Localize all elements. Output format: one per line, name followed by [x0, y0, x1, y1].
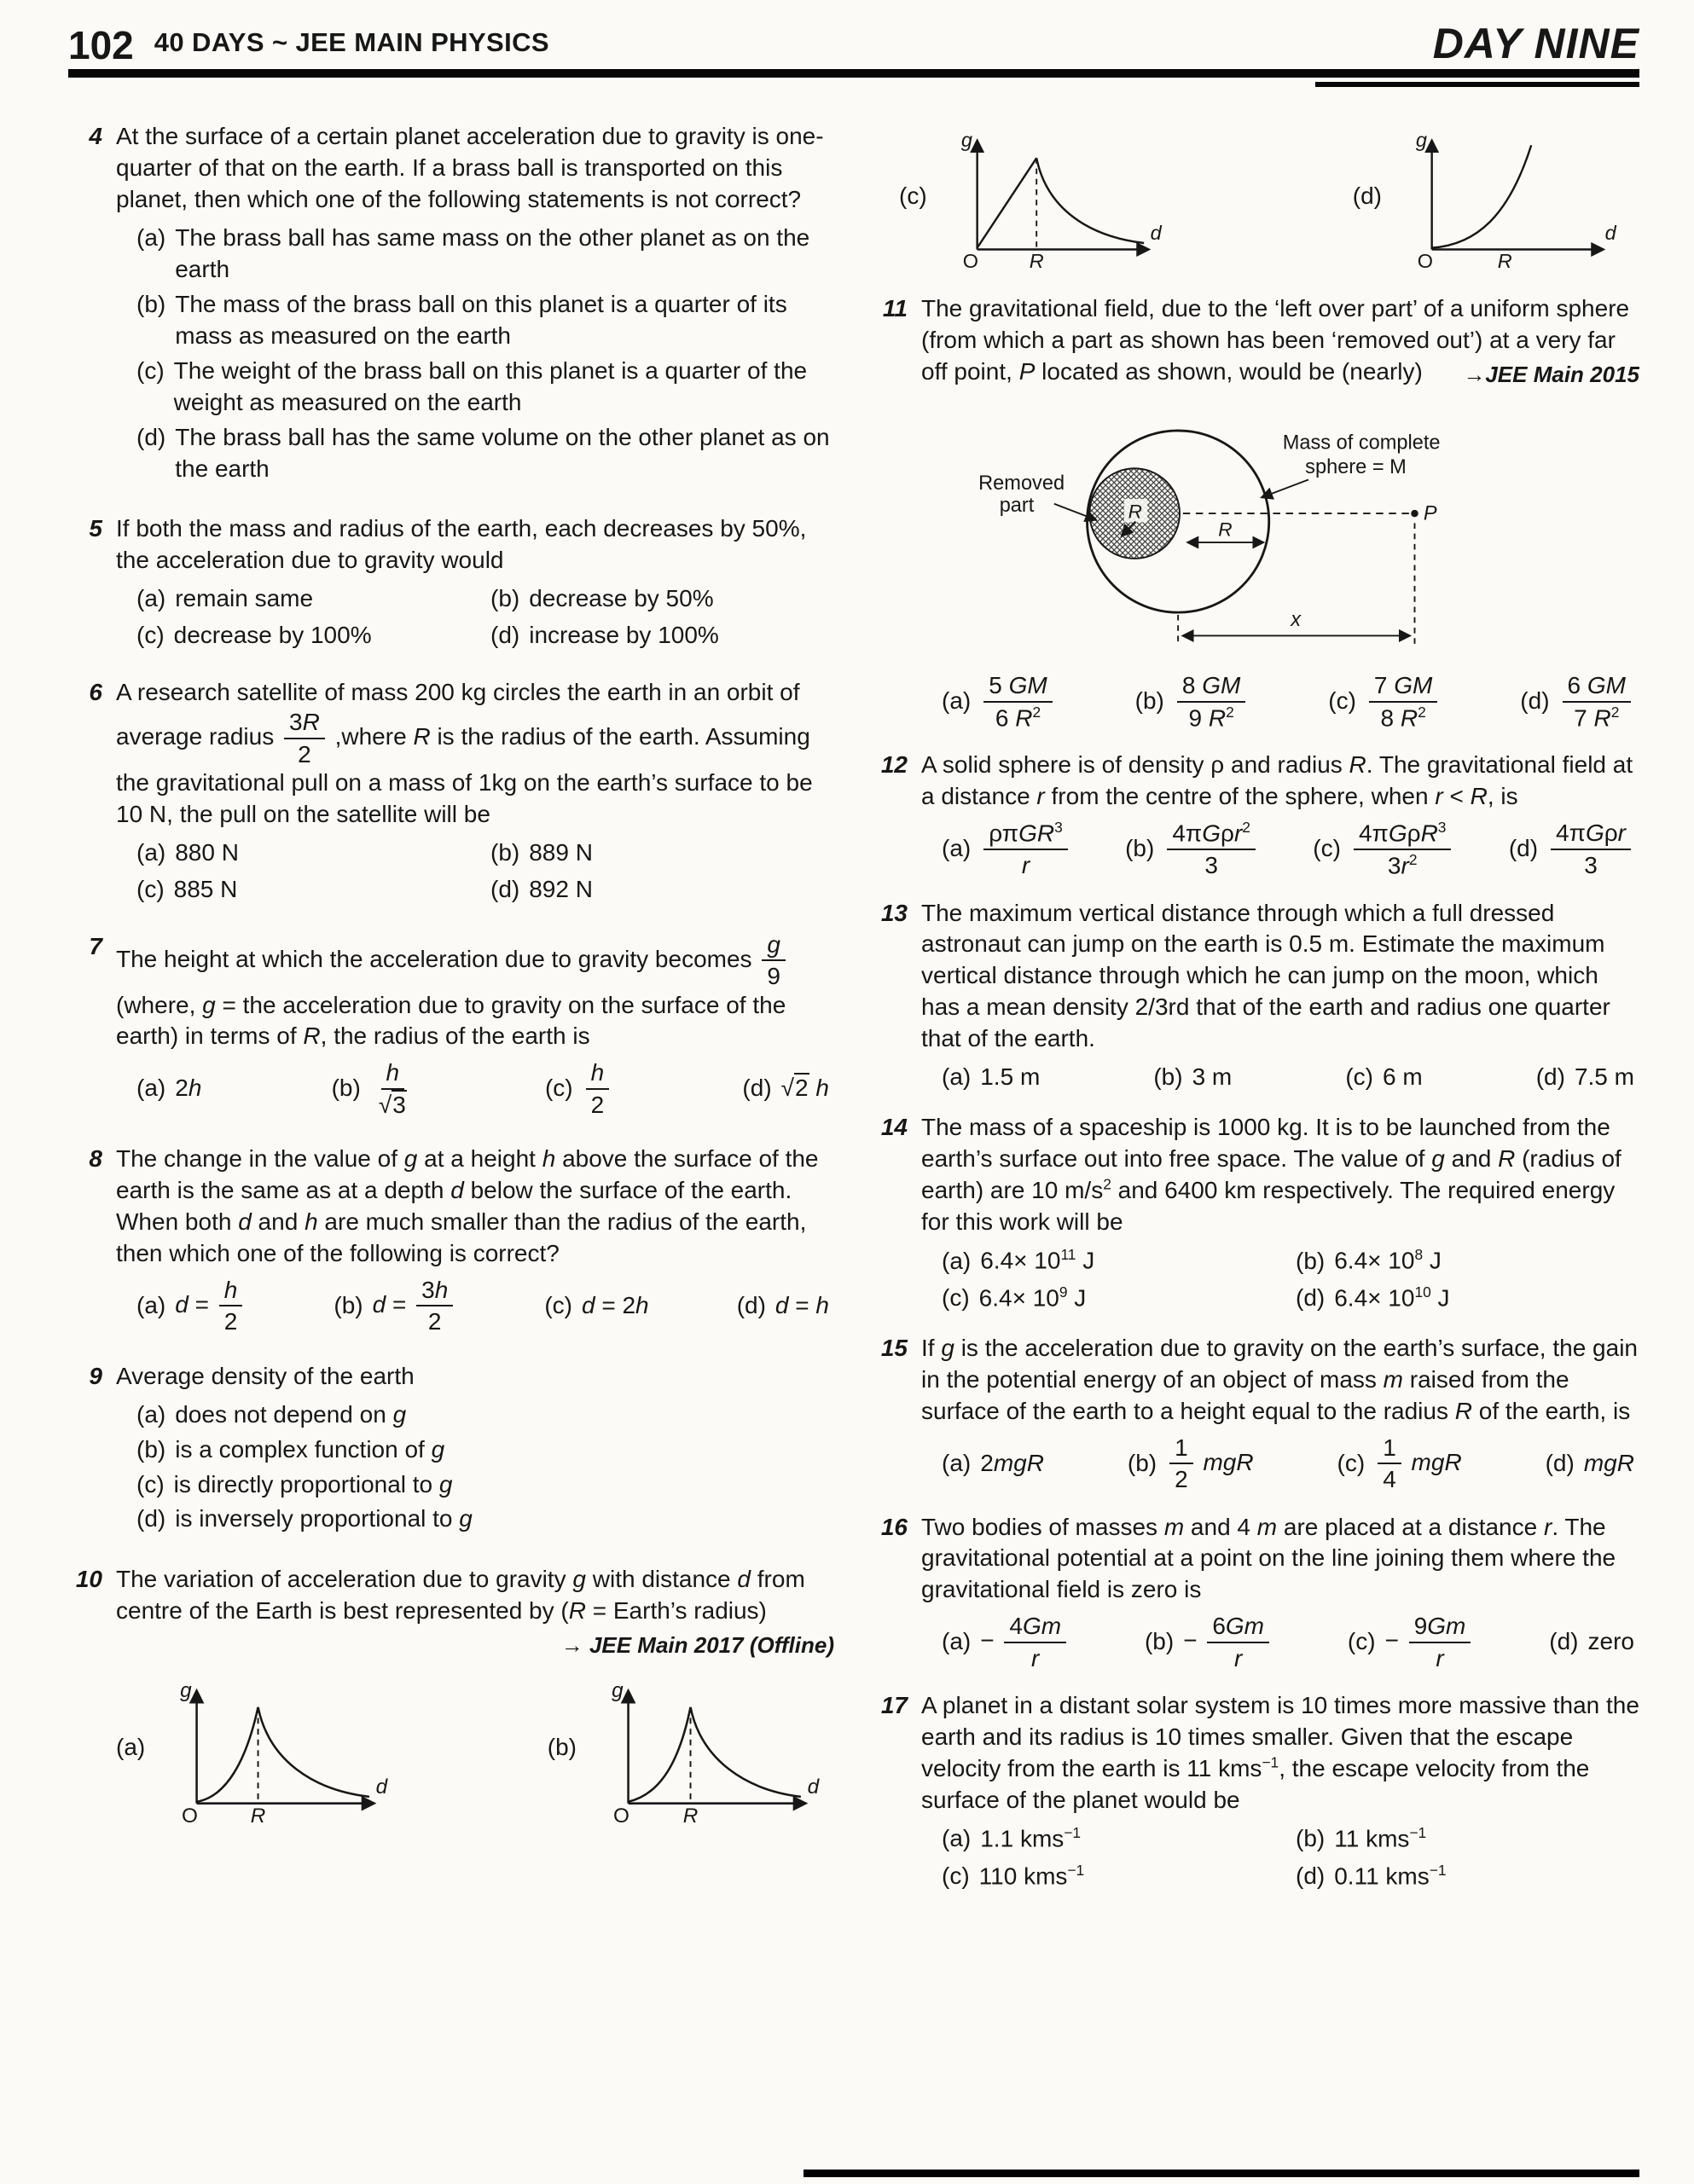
option-text: $6.4\times 10^{11}$ J: [980, 1246, 1095, 1274]
question-text: The mass of a spaceship is 1000 kg. It is to be launched from the earth’s surface out into free space. The value of g and R (radius of earth) are 10 $m/s^2$ and 6400 km respectively. The required energy for this work will be: [921, 1114, 1621, 1236]
option-a: [942, 672, 1056, 731]
option-text: 2mgR: [980, 1449, 1044, 1476]
option-d: [1536, 1062, 1634, 1093]
option-text: mgR: [1583, 1449, 1634, 1476]
question-number: 4: [89, 123, 102, 149]
q11-sphere-diagram: [930, 401, 1459, 657]
option-text: d = h: [774, 1291, 829, 1318]
option-label: (a): [136, 1075, 166, 1102]
option-label: (a): [942, 835, 972, 862]
option-label: (d): [1296, 1862, 1326, 1889]
option-a: [942, 1448, 1044, 1480]
option-label: (c): [136, 356, 165, 384]
option-label: (d): [490, 622, 520, 649]
option-b: [136, 1434, 834, 1466]
option-label: (b): [1125, 835, 1155, 862]
graph-c-plot: [929, 123, 1176, 269]
option-c: [545, 1059, 612, 1118]
option-text: decrease by 100%: [173, 622, 372, 649]
option-label: (b): [334, 1291, 363, 1318]
option-c: [136, 1469, 834, 1501]
two-column-layout: [68, 121, 1639, 1911]
option-c: [1337, 1434, 1462, 1493]
option-text: 1.1 kms$^{-1}$: [980, 1824, 1082, 1852]
option-label: (c): [136, 1470, 165, 1498]
option-label: (c): [136, 622, 165, 649]
option-text: $\frac{4\pi G\rho r^2}{3}$: [1163, 820, 1259, 878]
option-c: [136, 356, 834, 419]
q10-graph-a: [116, 1672, 403, 1824]
question-text: A research satellite of mass 200 kg circles the earth in an orbit of average radius $\frac{3R}{2}$ ,where R is the radius of the earth. Assuming the gravitational pull on a mass of 1kg on the earth’s surface to be 10 N, the pull on the satellite will be: [116, 679, 813, 827]
option-text: $6.4\times 10^{10}$ J: [1334, 1283, 1450, 1311]
question-4-options: [116, 223, 834, 485]
option-text: remain same: [175, 585, 314, 612]
option-a: [136, 837, 480, 869]
question-number: 7: [89, 932, 102, 959]
option-label: (d): [490, 875, 520, 902]
option-text: − $\frac{6Gm}{r}$: [1183, 1613, 1273, 1671]
graph-letter-a: (a): [116, 1734, 146, 1761]
question-15-options: [921, 1434, 1639, 1493]
origin-label: O: [182, 1804, 199, 1824]
option-text: d = 2h: [581, 1291, 649, 1318]
option-text: is directly proportional to g: [173, 1470, 453, 1498]
option-text: $6.4\times 10^9$ J: [978, 1283, 1087, 1311]
option-label: (b): [331, 1075, 361, 1102]
option-text: does not depend on g: [175, 1400, 407, 1428]
axis-label-d: d: [807, 1775, 820, 1799]
question-number: 17: [880, 1692, 908, 1719]
option-text: 7.5 m: [1574, 1063, 1634, 1091]
option-text: is a complex function of g: [175, 1435, 445, 1463]
option-label: (b): [1127, 1449, 1157, 1476]
question-16: [873, 1512, 1639, 1672]
option-text: decrease by 50%: [529, 585, 714, 612]
option-d: [1520, 672, 1634, 731]
option-label: (d): [742, 1075, 772, 1102]
question-7: [68, 931, 834, 1118]
inner-radius-label: R: [1128, 501, 1142, 523]
option-label: (a): [136, 585, 166, 612]
option-label: (c): [1345, 1063, 1373, 1091]
question-text: The variation of acceleration due to gravity g with distance d from centre of the Earth is best represented by (R = Earth’s radius) → JEE Main 2017 (Offline): [116, 1564, 834, 1660]
page-bottom-rule: [803, 2170, 1639, 2177]
option-text: √2 h: [780, 1075, 829, 1102]
header-rule-secondary: [1315, 82, 1639, 87]
option-c: [136, 620, 480, 652]
graph-a-plot: [147, 1672, 403, 1824]
question-number: 16: [880, 1513, 908, 1540]
question-12-options: [921, 820, 1639, 878]
graph-letter-b: (b): [547, 1734, 577, 1761]
book-title: 40 DAYS ~ JEE MAIN PHYSICS: [154, 27, 549, 58]
option-text: − $\frac{4Gm}{r}$: [980, 1613, 1070, 1671]
option-text: $\frac{\rho\pi GR^3}{r}$: [980, 820, 1071, 878]
question-6: [68, 677, 834, 905]
mass-label-1: Mass of complete: [1282, 431, 1441, 454]
page-number: 102: [68, 23, 134, 67]
option-text: $\frac{h}{√3}$: [378, 1059, 406, 1118]
question-9-options: [116, 1399, 834, 1536]
option-text: The brass ball has the same volume on the other planet as on the earth: [175, 423, 830, 482]
removed-part-label-1: Removed: [978, 471, 1065, 494]
option-label: (c): [1328, 687, 1356, 715]
option-label: (a): [942, 1063, 972, 1091]
option-label: (a): [942, 1825, 972, 1852]
radius-label: R: [682, 1804, 699, 1824]
option-text: 11 kms$^{-1}$: [1334, 1824, 1427, 1852]
question-number: 14: [880, 1114, 908, 1141]
option-label: (b): [136, 1435, 166, 1463]
axis-label-g: g: [960, 129, 972, 152]
question-10: [68, 1564, 834, 1823]
question-17-options: [921, 1823, 1639, 1892]
option-text: d = $\frac{h}{2}$: [175, 1277, 246, 1335]
option-label: (d): [1545, 1449, 1575, 1476]
radius-label: R: [251, 1804, 266, 1824]
option-a: [136, 223, 834, 286]
option-text: $\frac{6 GM}{7 R^2}$: [1559, 672, 1634, 731]
option-text: $\frac{8 GM}{9 R^2}$: [1174, 672, 1249, 731]
question-6-options: [116, 837, 834, 906]
option-text: increase by 100%: [529, 622, 719, 649]
right-column: [873, 121, 1639, 1911]
question-text: The height at which the acceleration due to gravity becomes $\frac{g}{9}$ (where, g = the acceleration due to gravity on the surface of the earth) in terms of R, the radius of the earth is: [116, 930, 786, 1050]
option-text: $\frac{5 GM}{6 R^2}$: [980, 672, 1055, 731]
option-label: (d): [136, 1505, 166, 1532]
question-4: [68, 121, 834, 488]
option-c: [1348, 1613, 1474, 1671]
option-text: $\frac{1}{4}$ mgR: [1374, 1434, 1461, 1493]
option-d: [1549, 1626, 1634, 1658]
origin-label: O: [1417, 250, 1434, 269]
axis-label-d: d: [375, 1775, 388, 1799]
question-text: The change in the value of g at a height h above the surface of the earth is the same as at a depth d below the surface of the earth. When both d and h are much smaller than the radius of the earth, then which one of the following is correct?: [116, 1145, 819, 1266]
question-11-options: [921, 672, 1639, 731]
option-label: (c): [1337, 1449, 1366, 1476]
option-label: (a): [942, 1449, 972, 1476]
option-d: [742, 1073, 829, 1104]
question-text: A planet in a distant solar system is 10 times more massive than the earth and its radius is 10 times smaller. Given that the escape velocity from the earth is 11 kms$^{-1}$, the escape velocity from the surface of the planet would be: [921, 1692, 1639, 1814]
option-label: (c): [136, 875, 165, 902]
question-5-options: [116, 583, 834, 652]
option-a: [942, 1823, 1285, 1855]
option-b: [490, 837, 834, 869]
option-text: 3 m: [1192, 1063, 1233, 1091]
option-a: [136, 1399, 834, 1431]
question-text: A solid sphere is of density ρ and radius R. The gravitational field at a distance r from the centre of the sphere, when r < R, is: [921, 751, 1633, 810]
option-d: [136, 1503, 834, 1535]
option-b: [1125, 820, 1259, 878]
option-label: (b): [1153, 1063, 1183, 1091]
option-label: (b): [1296, 1247, 1326, 1274]
option-text: 892 N: [529, 875, 593, 902]
option-a: [136, 583, 480, 615]
q11-diagram-wrap: [930, 401, 1639, 665]
question-13-options: [921, 1062, 1639, 1093]
q10-graph-b: [548, 1672, 834, 1824]
option-label: (b): [490, 838, 520, 866]
point-p-dot: [1411, 510, 1418, 517]
option-c: [942, 1861, 1285, 1892]
origin-label: O: [613, 1804, 629, 1824]
x-distance-label: x: [1291, 608, 1302, 631]
q10-graphs-cd: [873, 123, 1639, 269]
option-c: [1345, 1062, 1422, 1093]
option-label: (d): [1296, 1283, 1326, 1311]
question-11: [873, 293, 1639, 731]
option-c: [942, 1283, 1285, 1314]
option-b: [1296, 1823, 1639, 1855]
question-text: If both the mass and radius of the earth, each decreases by 50%, the acceleration due to gravity would: [116, 515, 807, 574]
option-label: (c): [1313, 835, 1341, 862]
question-14-options: [921, 1245, 1639, 1314]
option-label: (b): [490, 585, 520, 612]
option-text: 2h: [175, 1075, 202, 1102]
option-text: 6 m: [1382, 1063, 1423, 1091]
option-text: $\frac{\text{4πGρr}}{3}$: [1547, 820, 1634, 878]
option-text: zero: [1587, 1628, 1634, 1655]
option-text: 0.11 kms$^{-1}$: [1334, 1861, 1447, 1889]
option-label: (c): [544, 1075, 573, 1102]
option-text: The weight of the brass ball on this planet is a quarter of the weight as measured on the earth: [173, 356, 808, 415]
option-c: [544, 1290, 648, 1322]
option-a: [136, 1277, 246, 1335]
option-text: The brass ball has same mass on the other planet as on the earth: [175, 223, 810, 282]
option-b: [136, 289, 834, 352]
q10-graph-c: [899, 123, 1176, 269]
question-13: [873, 898, 1639, 1094]
question-15: [873, 1333, 1639, 1493]
q10-graphs-ab: [116, 1672, 834, 1824]
option-d: [1546, 1448, 1634, 1480]
origin-label: O: [962, 250, 978, 269]
option-label: (d): [1520, 687, 1550, 715]
option-label: (a): [942, 1247, 972, 1274]
option-label: (d): [1535, 1063, 1565, 1091]
option-label: (c): [942, 1283, 970, 1311]
question-number: 13: [880, 899, 908, 926]
question-8: [68, 1144, 834, 1335]
option-label: (b): [1134, 687, 1164, 715]
option-d: [1509, 820, 1634, 878]
option-text: The mass of the brass ball on this planet is a quarter of its mass as measured on the earth: [175, 290, 787, 349]
option-text: − $\frac{9Gm}{r}$: [1385, 1613, 1475, 1671]
graph-d-plot: [1384, 123, 1631, 269]
question-7-options: [116, 1059, 834, 1118]
question-number: 12: [880, 751, 908, 779]
option-b: [1296, 1245, 1639, 1277]
outer-radius-label: R: [1218, 518, 1233, 541]
option-text: 889 N: [529, 838, 593, 866]
axis-label-g: g: [612, 1678, 624, 1702]
option-text: 1.5 m: [980, 1063, 1041, 1091]
option-label: (d): [136, 423, 166, 450]
option-label: (b): [136, 290, 166, 317]
radius-label: R: [1497, 250, 1512, 269]
option-label: (c): [544, 1291, 572, 1318]
option-label: (d): [736, 1291, 766, 1318]
option-d: [1296, 1861, 1639, 1892]
question-number: 10: [75, 1566, 102, 1593]
question-17: [873, 1690, 1639, 1892]
option-label: (b): [1144, 1628, 1175, 1655]
option-text: d = $\frac{3h}{2}$: [373, 1277, 457, 1335]
option-a: [942, 1062, 1040, 1093]
option-d: [490, 874, 834, 906]
axis-label-g: g: [180, 1678, 192, 1702]
option-label: (a): [136, 1400, 166, 1428]
option-text: 110 kms$^{-1}$: [978, 1861, 1085, 1889]
page-header: [68, 22, 1639, 87]
question-text: Average density of the earth: [116, 1362, 415, 1389]
option-a: [942, 1245, 1285, 1277]
question-number: 9: [89, 1362, 102, 1389]
question-text: Two bodies of masses m and 4 m are placed at a distance r. The gravitational potential at a point on the line joining them where the gravitational field is zero is: [921, 1513, 1616, 1603]
option-c: [1313, 820, 1454, 878]
graph-b-plot: [578, 1672, 834, 1824]
option-b: [1128, 1434, 1254, 1493]
option-c: [1328, 672, 1441, 731]
option-text: 880 N: [175, 838, 239, 866]
question-number: 5: [89, 515, 102, 542]
option-b: [332, 1059, 415, 1118]
question-8-options: [116, 1277, 834, 1335]
option-d: [1296, 1283, 1639, 1314]
option-label: (c): [1347, 1628, 1376, 1655]
removed-part-label-2: part: [999, 494, 1035, 517]
option-text: is inversely proportional to g: [175, 1505, 473, 1532]
option-label: (c): [942, 1862, 970, 1889]
option-text: $\frac{7 GM}{8 R^2}$: [1366, 672, 1441, 731]
option-d: [737, 1290, 829, 1322]
option-text: $\frac{1}{2}$ mgR: [1166, 1434, 1253, 1493]
option-c: [136, 874, 480, 906]
question-number: 8: [89, 1145, 102, 1173]
question-number: 15: [880, 1334, 908, 1361]
axis-label-g: g: [1415, 129, 1427, 152]
option-text: $\frac{h}{2}$: [583, 1059, 613, 1118]
question-14: [873, 1112, 1639, 1314]
source-tag-jee-2015: →JEE Main 2015: [1463, 361, 1639, 387]
q10-graph-d: [1353, 123, 1631, 269]
day-title: DAY NINE: [1432, 20, 1639, 67]
source-tag-jee-2017: → JEE Main 2017 (Offline): [560, 1632, 834, 1659]
question-16-options: [921, 1613, 1639, 1671]
option-text: $\frac{4\pi G\rho R^3}{3r^2}$: [1350, 820, 1455, 878]
question-9: [68, 1361, 834, 1539]
option-label: (b): [1296, 1825, 1326, 1852]
question-text: If g is the acceleration due to gravity on the earth’s surface, the gain in the potential energy of an object of mass m raised from the surface of the earth to a height equal to the radius R of the earth, is: [921, 1334, 1638, 1424]
question-number: 6: [89, 679, 102, 706]
option-b: [1153, 1062, 1232, 1093]
axis-label-d: d: [1150, 222, 1162, 245]
option-b: [490, 583, 834, 615]
option-d: [490, 620, 834, 652]
graph-letter-c: (c): [899, 182, 927, 209]
option-label: (d): [1549, 1628, 1579, 1655]
axis-label-d: d: [1604, 222, 1616, 245]
option-b: [1135, 672, 1250, 731]
radius-label: R: [1029, 250, 1044, 269]
question-text: The gravitational field, due to the ‘left over part’ of a uniform sphere (from which a part as shown has been ‘removed out’) at a very far off point, P located as shown, would be (nearly) →JEE Main 2015: [921, 293, 1639, 389]
question-5: [68, 513, 834, 652]
option-label: (a): [942, 687, 972, 715]
option-a: [136, 1073, 201, 1104]
graph-letter-d: (d): [1352, 182, 1382, 209]
left-column: [68, 121, 834, 1911]
question-number: 11: [882, 295, 908, 322]
option-label: (d): [1508, 835, 1539, 862]
question-12: [873, 750, 1639, 878]
mass-label-2: sphere = M: [1305, 455, 1407, 478]
point-p-label: P: [1423, 501, 1437, 524]
option-text: 885 N: [173, 875, 238, 902]
question-text: At the surface of a certain planet acceleration due to gravity is one-quarter of that on the earth. If a brass ball is transported on this planet, then which one of the following statements is not correct?: [116, 123, 824, 212]
header-rule: [68, 69, 1639, 78]
option-a: [942, 1613, 1070, 1671]
option-label: (a): [942, 1628, 972, 1655]
option-b: [1145, 1613, 1273, 1671]
option-label: (a): [136, 1291, 166, 1318]
option-label: (a): [136, 838, 166, 866]
question-text: The maximum vertical distance through which a full dressed astronaut can jump on the earth is 0.5 m. Estimate the maximum vertical distance through which he can jump on the moon, which has a mean density 2/3rd that of the earth and radius one quarter that of the earth.: [921, 899, 1610, 1052]
option-d: [136, 422, 834, 485]
option-b: [334, 1277, 456, 1335]
option-a: [942, 820, 1071, 878]
option-text: $6.4\times 10^8$ J: [1334, 1246, 1442, 1274]
option-label: (a): [136, 223, 166, 251]
